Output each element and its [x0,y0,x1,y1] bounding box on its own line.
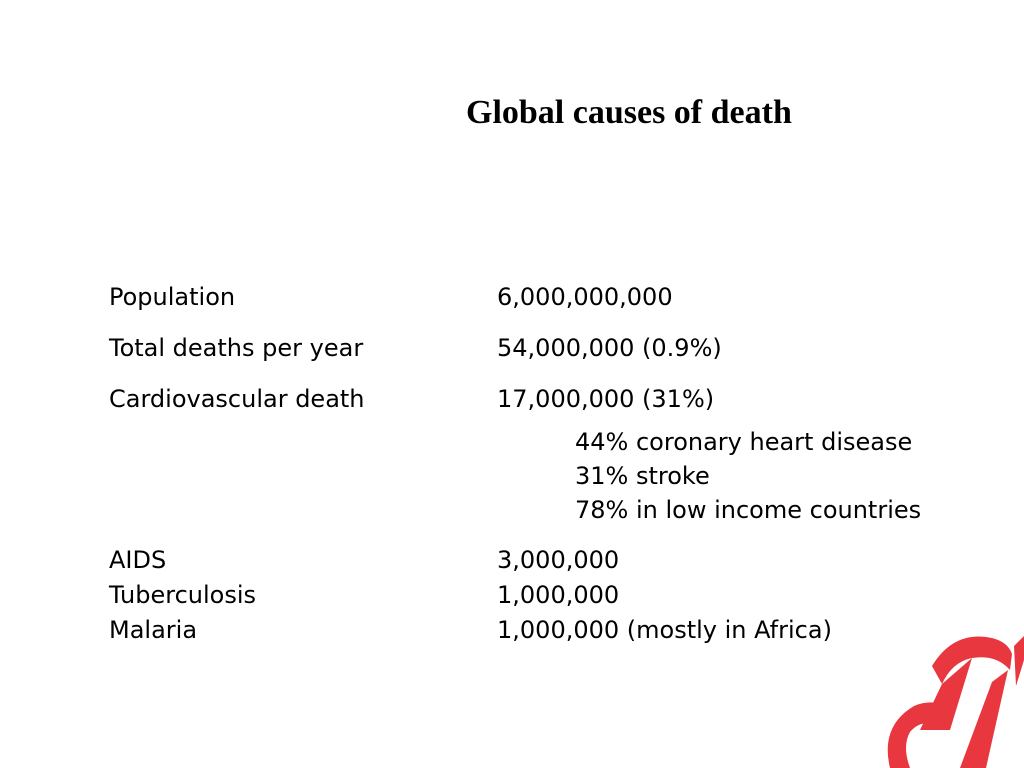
row-label-tuberculosis: Tuberculosis [109,581,256,609]
cardio-breakdown-coronary: 44% coronary heart disease [575,428,913,456]
red-stylized-logo-icon [880,630,1024,768]
cardio-breakdown-stroke: 31% stroke [575,462,710,490]
row-value-total-deaths: 54,000,000 (0.9%) [497,334,722,362]
row-label-cardiovascular: Cardiovascular death [109,385,365,413]
row-value-malaria: 1,000,000 (mostly in Africa) [497,616,832,644]
row-label-total-deaths: Total deaths per year [109,334,364,362]
slide-title: Global causes of death [466,94,792,131]
cardio-breakdown-low-income: 78% in low income countries [575,496,922,524]
row-label-aids: AIDS [109,546,167,574]
row-value-cardiovascular: 17,000,000 (31%) [497,385,715,413]
row-value-aids: 3,000,000 [497,546,620,574]
row-label-malaria: Malaria [109,616,198,644]
row-label-population: Population [109,283,236,311]
row-value-tuberculosis: 1,000,000 [497,581,620,609]
row-value-population: 6,000,000,000 [497,283,673,311]
